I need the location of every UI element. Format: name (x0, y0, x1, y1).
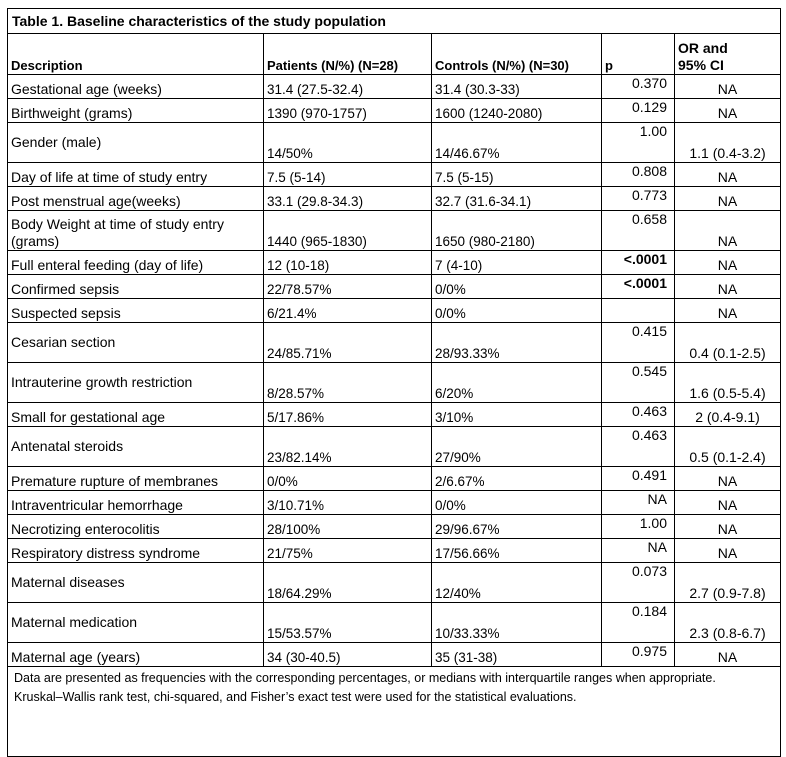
cell-description: Cesarian section (8, 323, 264, 363)
cell-or: NA (675, 75, 781, 99)
cell-p: 0.073 (602, 563, 675, 603)
cell-or: NA (675, 491, 781, 515)
cell-patients: 7.5 (5-14) (264, 163, 432, 187)
cell-description: Suspected sepsis (8, 299, 264, 323)
table-row (8, 99, 781, 123)
cell-description: Respiratory distress syndrome (8, 539, 264, 563)
cell-p: 0.975 (602, 643, 675, 667)
cell-controls: 2/6.67% (432, 467, 602, 491)
note-line: Data are presented as frequencies with the corresponding percentages, or medians with interquartile ranges when appropriate. (14, 671, 716, 685)
cell-description: Confirmed sepsis (8, 275, 264, 299)
table-caption: Table 1. Baseline characteristics of the study population (8, 9, 781, 34)
cell-description: Gestational age (weeks) (8, 75, 264, 99)
cell-controls: 6/20% (432, 363, 602, 403)
table-row (8, 515, 781, 539)
table-notes (8, 667, 781, 757)
cell-p: NA (602, 491, 675, 515)
cell-controls: 12/40% (432, 563, 602, 603)
cell-or: NA (675, 515, 781, 539)
note-line: Kruskal–Wallis rank test, chi-squared, and Fisher’s exact test were used for the statistical evaluations. (14, 690, 577, 704)
cell-patients: 8/28.57% (264, 363, 432, 403)
cell-or: NA (675, 539, 781, 563)
table-row (8, 163, 781, 187)
cell-patients: 28/100% (264, 515, 432, 539)
table-row (8, 643, 781, 667)
cell-p: 0.184 (602, 603, 675, 643)
cell-or: NA (675, 467, 781, 491)
cell-patients: 34 (30-40.5) (264, 643, 432, 667)
header-or-line2: 95% CI (678, 57, 724, 73)
cell-controls: 0/0% (432, 275, 602, 299)
cell-controls: 35 (31-38) (432, 643, 602, 667)
cell-description: Birthweight (grams) (8, 99, 264, 123)
cell-p: 0.808 (602, 163, 675, 187)
cell-patients: 0/0% (264, 467, 432, 491)
cell-p (602, 299, 675, 323)
table-row (8, 563, 781, 603)
cell-patients: 18/64.29% (264, 563, 432, 603)
table-row (8, 363, 781, 403)
cell-patients: 1440 (965-1830) (264, 211, 432, 251)
baseline-characteristics-table (7, 8, 781, 757)
cell-controls: 0/0% (432, 299, 602, 323)
table-row (8, 403, 781, 427)
cell-description: Necrotizing enterocolitis (8, 515, 264, 539)
cell-p: 0.370 (602, 75, 675, 99)
cell-description: Full enteral feeding (day of life) (8, 251, 264, 275)
cell-description: Antenatal steroids (8, 427, 264, 467)
cell-or: 1.1 (0.4-3.2) (675, 123, 781, 163)
table-row (8, 491, 781, 515)
cell-p: 1.00 (602, 123, 675, 163)
header-or-line1: OR and (678, 40, 728, 56)
cell-p: NA (602, 539, 675, 563)
cell-patients: 22/78.57% (264, 275, 432, 299)
cell-p: 0.463 (602, 427, 675, 467)
cell-controls: 7 (4-10) (432, 251, 602, 275)
cell-p: 0.129 (602, 99, 675, 123)
table-row (8, 211, 781, 251)
cell-or: 2 (0.4-9.1) (675, 403, 781, 427)
cell-controls: 17/56.66% (432, 539, 602, 563)
cell-or: NA (675, 211, 781, 251)
cell-or: NA (675, 187, 781, 211)
table-row (8, 467, 781, 491)
cell-patients: 14/50% (264, 123, 432, 163)
table-row (8, 123, 781, 163)
table-row (8, 299, 781, 323)
cell-description: Post menstrual age(weeks) (8, 187, 264, 211)
table-row (8, 603, 781, 643)
cell-or: 0.5 (0.1-2.4) (675, 427, 781, 467)
cell-controls: 31.4 (30.3-33) (432, 75, 602, 99)
cell-p: 0.491 (602, 467, 675, 491)
cell-patients: 24/85.71% (264, 323, 432, 363)
cell-or: NA (675, 99, 781, 123)
cell-description: Maternal medication (8, 603, 264, 643)
cell-p: <.0001 (602, 275, 675, 299)
cell-controls: 29/96.67% (432, 515, 602, 539)
cell-or: 2.7 (0.9-7.8) (675, 563, 781, 603)
cell-description: Intraventricular hemorrhage (8, 491, 264, 515)
cell-controls: 32.7 (31.6-34.1) (432, 187, 602, 211)
cell-or: 2.3 (0.8-6.7) (675, 603, 781, 643)
cell-patients: 15/53.57% (264, 603, 432, 643)
cell-controls: 1650 (980-2180) (432, 211, 602, 251)
header-p: p (602, 34, 675, 75)
header-or (675, 34, 781, 75)
cell-or: NA (675, 643, 781, 667)
cell-description: Premature rupture of membranes (8, 467, 264, 491)
cell-controls: 0/0% (432, 491, 602, 515)
cell-or: 0.4 (0.1-2.5) (675, 323, 781, 363)
cell-p: 0.658 (602, 211, 675, 251)
header-patients: Patients (N/%) (N=28) (264, 34, 432, 75)
table-row (8, 275, 781, 299)
cell-controls: 10/33.33% (432, 603, 602, 643)
cell-description: Body Weight at time of study entry (grams) (8, 211, 264, 251)
cell-or: NA (675, 163, 781, 187)
table-body (8, 75, 781, 667)
cell-patients: 6/21.4% (264, 299, 432, 323)
header-description: Description (8, 34, 264, 75)
cell-or: NA (675, 251, 781, 275)
cell-description: Gender (male) (8, 123, 264, 163)
cell-description: Intrauterine growth restriction (8, 363, 264, 403)
cell-patients: 1390 (970-1757) (264, 99, 432, 123)
cell-controls: 7.5 (5-15) (432, 163, 602, 187)
cell-controls: 28/93.33% (432, 323, 602, 363)
cell-or: NA (675, 275, 781, 299)
cell-controls: 14/46.67% (432, 123, 602, 163)
header-row (8, 34, 781, 75)
cell-patients: 12 (10-18) (264, 251, 432, 275)
cell-description: Maternal diseases (8, 563, 264, 603)
table-row (8, 427, 781, 467)
cell-patients: 5/17.86% (264, 403, 432, 427)
cell-controls: 3/10% (432, 403, 602, 427)
cell-patients: 3/10.71% (264, 491, 432, 515)
table-row (8, 187, 781, 211)
cell-description: Maternal age (years) (8, 643, 264, 667)
cell-or: 1.6 (0.5-5.4) (675, 363, 781, 403)
cell-p: 0.545 (602, 363, 675, 403)
notes-row (8, 667, 781, 757)
caption-row (8, 9, 781, 34)
cell-description: Small for gestational age (8, 403, 264, 427)
cell-patients: 21/75% (264, 539, 432, 563)
table-row (8, 323, 781, 363)
cell-patients: 23/82.14% (264, 427, 432, 467)
cell-p: 1.00 (602, 515, 675, 539)
header-controls: Controls (N/%) (N=30) (432, 34, 602, 75)
cell-controls: 1600 (1240-2080) (432, 99, 602, 123)
cell-controls: 27/90% (432, 427, 602, 467)
cell-p: 0.415 (602, 323, 675, 363)
cell-p: <.0001 (602, 251, 675, 275)
cell-or: NA (675, 299, 781, 323)
cell-patients: 31.4 (27.5-32.4) (264, 75, 432, 99)
cell-description: Day of life at time of study entry (8, 163, 264, 187)
cell-p: 0.463 (602, 403, 675, 427)
table-row (8, 251, 781, 275)
cell-p: 0.773 (602, 187, 675, 211)
table-row (8, 75, 781, 99)
cell-patients: 33.1 (29.8-34.3) (264, 187, 432, 211)
table-row (8, 539, 781, 563)
